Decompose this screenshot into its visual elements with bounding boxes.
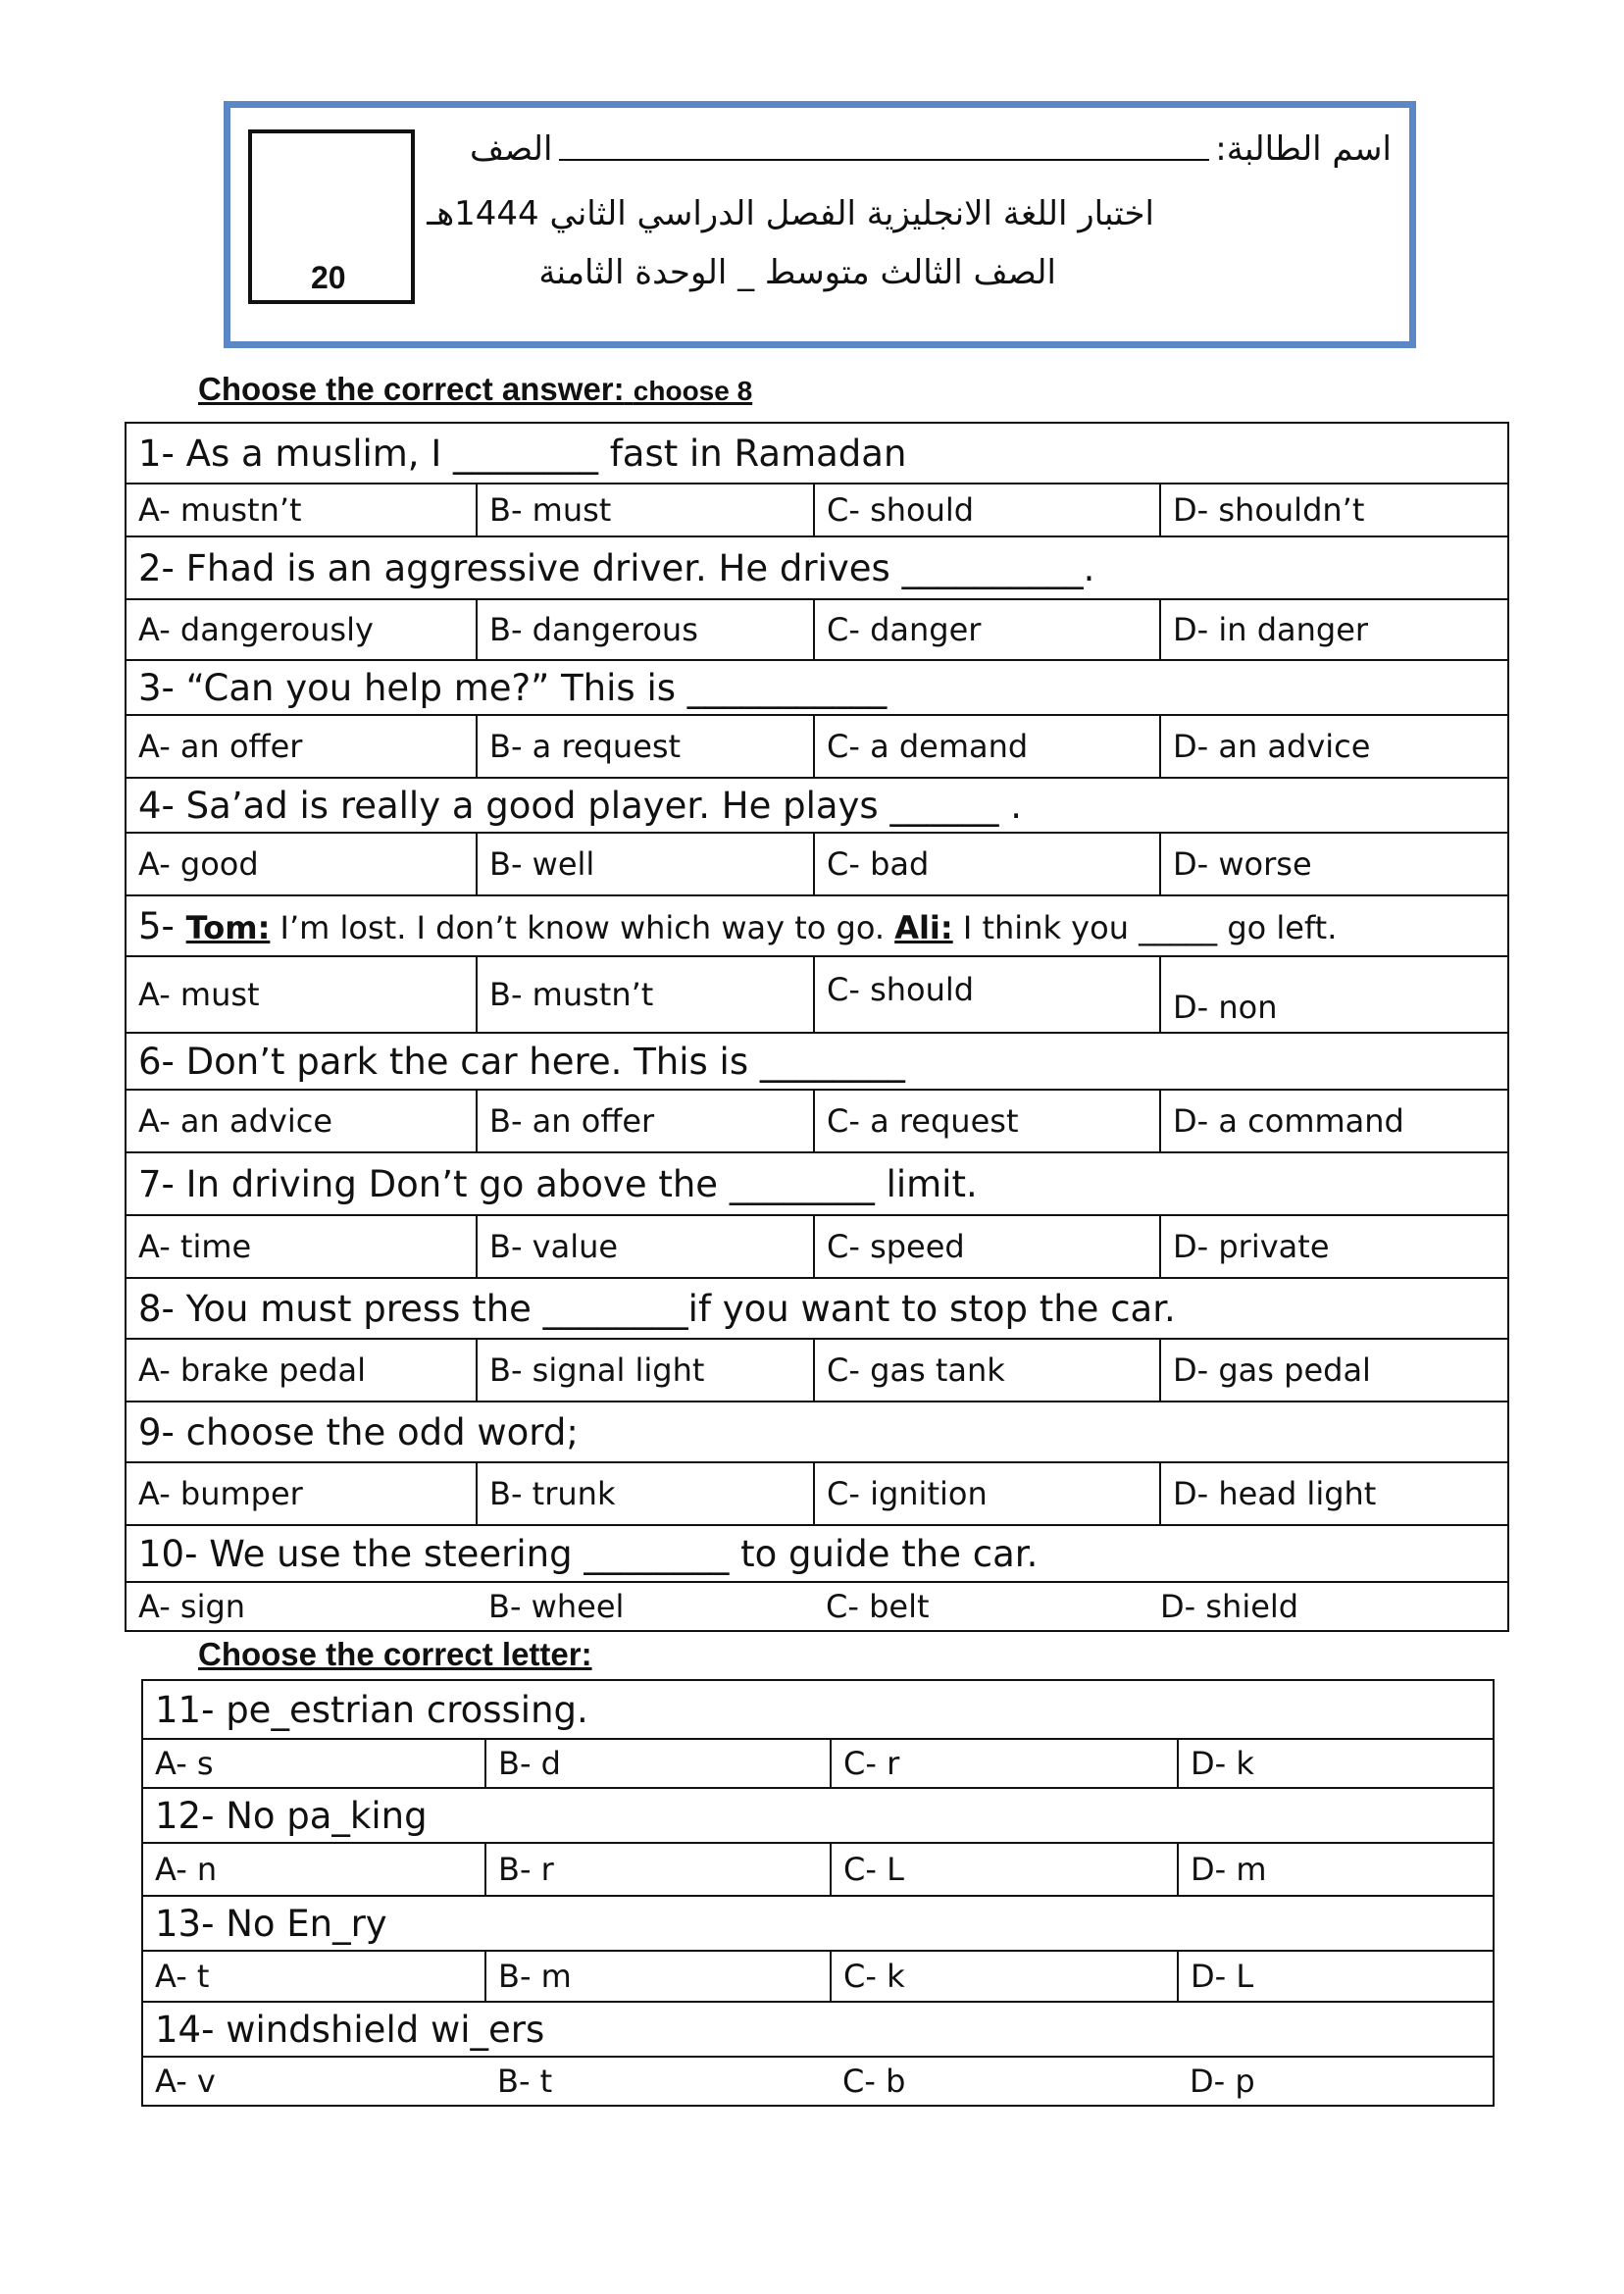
option-c[interactable]: C- r xyxy=(831,1739,1178,1788)
option-a[interactable]: A- t xyxy=(142,1951,485,2002)
question-text: 14- windshield wi_ers xyxy=(142,2002,1494,2057)
option-a[interactable]: A- bumper xyxy=(126,1462,477,1525)
option-c[interactable]: C- k xyxy=(831,1951,1178,2002)
question-text: 7- In driving Don’t go above the ________ limit. xyxy=(126,1152,1508,1215)
option-b[interactable]: B- mustn’t xyxy=(477,956,814,1033)
section2-table xyxy=(141,1679,1495,2107)
option-d[interactable]: D- shield xyxy=(1160,1582,1508,1631)
option-c[interactable]: C- should xyxy=(814,484,1160,536)
options-row-12 xyxy=(142,1843,1494,1896)
option-c[interactable]: C- belt xyxy=(814,1582,1160,1631)
option-a[interactable]: A- an offer xyxy=(126,715,477,778)
question-text: 2- Fhad is an aggressive driver. He drives __________. xyxy=(126,536,1508,599)
option-d[interactable]: D- shouldn’t xyxy=(1160,484,1508,536)
section1-title xyxy=(198,371,752,408)
question-row-4 xyxy=(126,778,1508,833)
student-name-blank[interactable] xyxy=(559,158,1210,161)
option-b[interactable]: B- value xyxy=(477,1215,814,1278)
question-text: 11- pe_estrian crossing. xyxy=(142,1680,1494,1739)
option-d[interactable]: D- p xyxy=(1178,2057,1494,2106)
question-row-6 xyxy=(126,1033,1508,1090)
class-label: الصف xyxy=(470,129,553,169)
option-d[interactable]: D- L xyxy=(1178,1951,1494,2002)
option-b[interactable]: B- dangerous xyxy=(477,599,814,660)
student-name-line xyxy=(470,129,1392,169)
option-b[interactable]: B- well xyxy=(477,833,814,895)
option-a[interactable]: A- time xyxy=(126,1215,477,1278)
score-box xyxy=(248,129,415,304)
option-b[interactable]: B- trunk xyxy=(477,1462,814,1525)
option-b[interactable]: B- m xyxy=(485,1951,831,2002)
dialog-line-ali: I think you _____ go left. xyxy=(952,908,1338,946)
question-row-8 xyxy=(126,1278,1508,1339)
options-row-11 xyxy=(142,1739,1494,1788)
option-b[interactable]: B- must xyxy=(477,484,814,536)
question-number: 5- xyxy=(138,904,175,947)
options-row-7 xyxy=(126,1215,1508,1278)
option-d[interactable]: D- gas pedal xyxy=(1160,1339,1508,1402)
option-d[interactable]: D- in danger xyxy=(1160,599,1508,660)
options-row-10 xyxy=(126,1582,1508,1631)
option-b[interactable]: B- a request xyxy=(477,715,814,778)
option-b[interactable]: B- wheel xyxy=(477,1582,814,1631)
option-a[interactable]: A- v xyxy=(142,2057,485,2106)
option-a[interactable]: A- sign xyxy=(126,1582,477,1631)
option-a[interactable]: A- s xyxy=(142,1739,485,1788)
question-row-2 xyxy=(126,536,1508,599)
question-text: 9- choose the odd word; xyxy=(126,1402,1508,1462)
speaker-tom: Tom: xyxy=(185,908,271,946)
option-a[interactable]: A- n xyxy=(142,1843,485,1896)
option-a[interactable]: A- must xyxy=(126,956,477,1033)
option-c[interactable]: C- bad xyxy=(814,833,1160,895)
options-row-2 xyxy=(126,599,1508,660)
option-b[interactable]: B- t xyxy=(485,2057,831,2106)
section1-table xyxy=(125,422,1509,1632)
option-d[interactable]: D- private xyxy=(1160,1215,1508,1278)
options-row-5 xyxy=(126,956,1508,1033)
question-text: 10- We use the steering ________ to guide the car. xyxy=(126,1525,1508,1582)
option-c[interactable]: C- a request xyxy=(814,1090,1160,1152)
option-a[interactable]: A- good xyxy=(126,833,477,895)
option-d[interactable]: D- an advice xyxy=(1160,715,1508,778)
option-c[interactable]: C- speed xyxy=(814,1215,1160,1278)
options-row-3 xyxy=(126,715,1508,778)
option-c[interactable]: C- ignition xyxy=(814,1462,1160,1525)
option-d[interactable]: D- m xyxy=(1178,1843,1494,1896)
speaker-ali: Ali: xyxy=(894,908,953,946)
student-name-label: اسم الطالبة: xyxy=(1215,129,1392,169)
options-row-1 xyxy=(126,484,1508,536)
option-b[interactable]: B- d xyxy=(485,1739,831,1788)
grade-unit: الصف الثالث متوسط _ الوحدة الثامنة xyxy=(538,253,1056,292)
question-text: 8- You must press the ________if you want to stop the car. xyxy=(126,1278,1508,1339)
question-row-10 xyxy=(126,1525,1508,1582)
option-a[interactable]: A- an advice xyxy=(126,1090,477,1152)
question-row-12 xyxy=(142,1788,1494,1843)
question-text: 1- As a muslim, I ________ fast in Ramadan xyxy=(126,423,1508,484)
option-d[interactable]: D- a command xyxy=(1160,1090,1508,1152)
dialog-line-tom: I’m lost. I don’t know which way to go. xyxy=(270,908,895,946)
option-d[interactable]: D- non xyxy=(1160,956,1508,1033)
option-b[interactable]: B- r xyxy=(485,1843,831,1896)
option-d[interactable]: D- worse xyxy=(1160,833,1508,895)
question-text: 13- No En_ry xyxy=(142,1896,1494,1951)
option-c[interactable]: C- b xyxy=(831,2057,1178,2106)
question-text: 12- No pa_king xyxy=(142,1788,1494,1843)
option-d[interactable]: D- k xyxy=(1178,1739,1494,1788)
question-row-5 xyxy=(126,895,1508,956)
question-row-14 xyxy=(142,2002,1494,2057)
score-total: 20 xyxy=(311,260,346,295)
option-d[interactable]: D- head light xyxy=(1160,1462,1508,1525)
option-c[interactable]: C- gas tank xyxy=(814,1339,1160,1402)
exam-header-box xyxy=(224,101,1416,348)
question-row-11 xyxy=(142,1680,1494,1739)
section1-note: choose 8 xyxy=(633,376,753,406)
exam-title: اختبار اللغة الانجليزية الفصل الدراسي الثاني 1444هـ xyxy=(427,194,1154,233)
options-row-13 xyxy=(142,1951,1494,2002)
section1-title-text: Choose the correct answer: xyxy=(198,371,625,407)
options-row-6 xyxy=(126,1090,1508,1152)
option-c[interactable]: C- a demand xyxy=(814,715,1160,778)
option-c[interactable]: C- danger xyxy=(814,599,1160,660)
options-row-4 xyxy=(126,833,1508,895)
question-text: 3- “Can you help me?” This is ___________ xyxy=(126,660,1508,715)
options-row-14 xyxy=(142,2057,1494,2106)
option-a[interactable]: A- dangerously xyxy=(126,599,477,660)
option-b[interactable]: B- an offer xyxy=(477,1090,814,1152)
option-c[interactable]: C- should xyxy=(814,956,1160,1033)
question-text: 4- Sa’ad is really a good player. He plays ______ . xyxy=(126,778,1508,833)
question-row-7 xyxy=(126,1152,1508,1215)
question-row-1 xyxy=(126,423,1508,484)
question-text: 6- Don’t park the car here. This is ________ xyxy=(126,1033,1508,1090)
option-c[interactable]: C- L xyxy=(831,1843,1178,1896)
section2-title: Choose the correct letter: xyxy=(198,1636,592,1672)
options-row-9 xyxy=(126,1462,1508,1525)
option-b[interactable]: B- signal light xyxy=(477,1339,814,1402)
question-row-9 xyxy=(126,1402,1508,1462)
option-a[interactable]: A- mustn’t xyxy=(126,484,477,536)
options-row-8 xyxy=(126,1339,1508,1402)
question-text-dialog xyxy=(126,895,1508,956)
option-a[interactable]: A- brake pedal xyxy=(126,1339,477,1402)
question-row-3 xyxy=(126,660,1508,715)
question-row-13 xyxy=(142,1896,1494,1951)
